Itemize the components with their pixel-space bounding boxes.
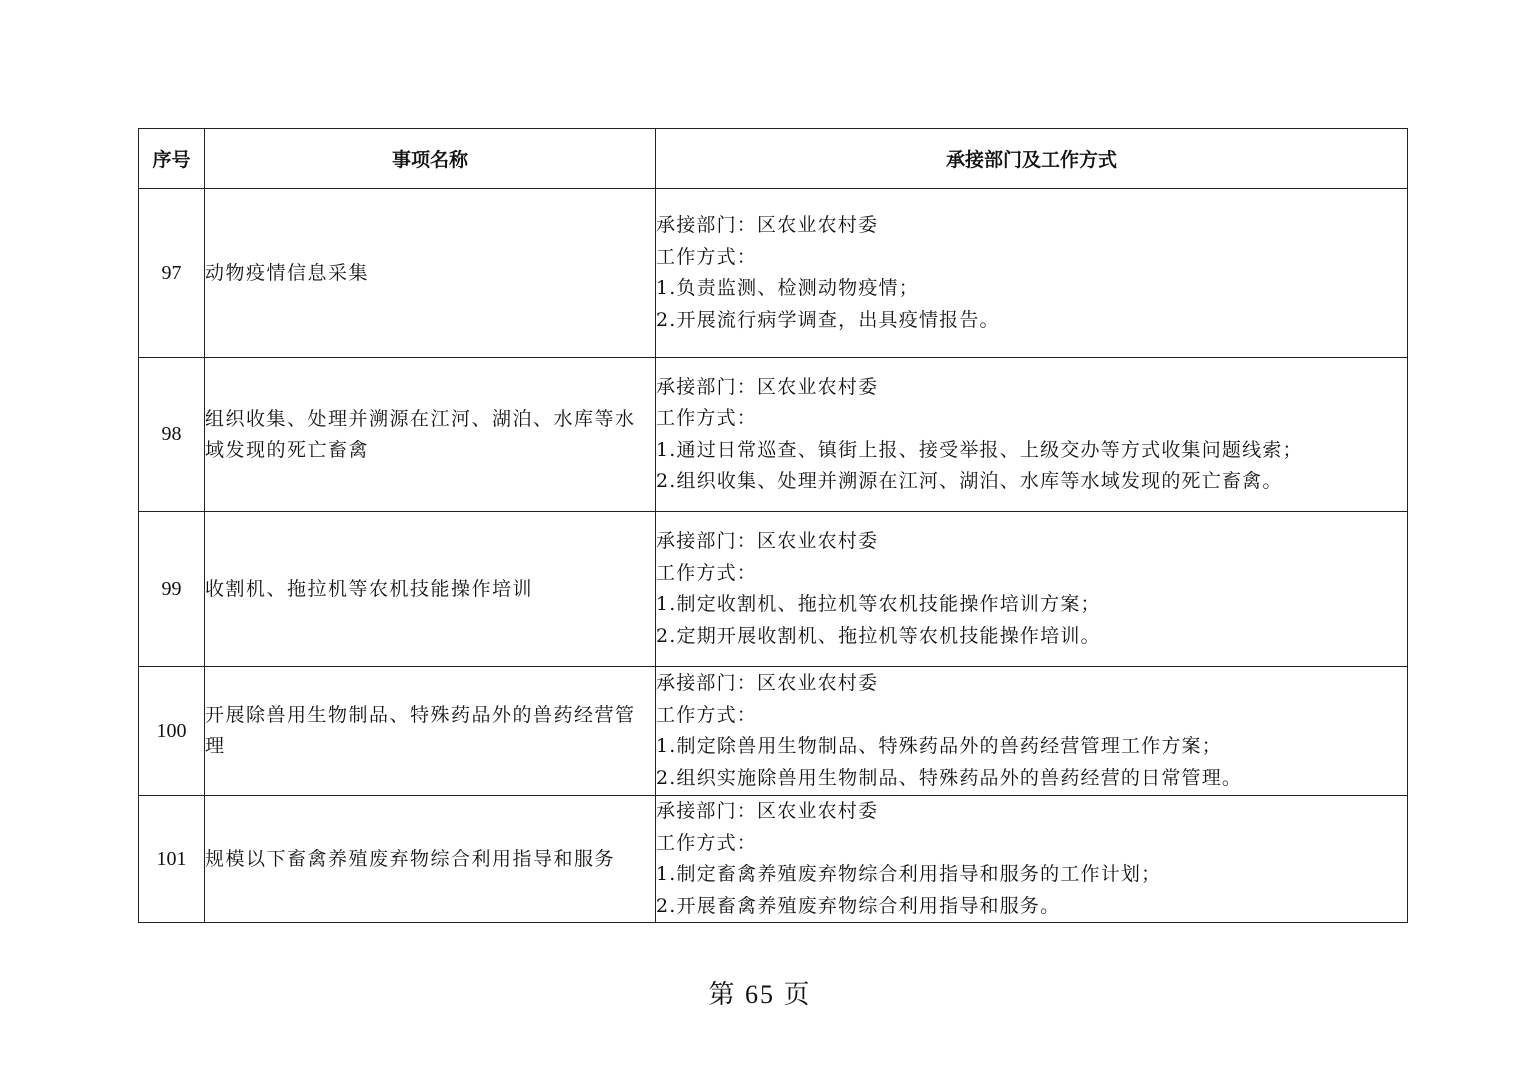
dept-line: 承接部门：区农业农村委 <box>656 530 879 552</box>
method-step: 2.开展畜禽养殖废弃物综合利用指导和服务。 <box>656 894 1061 917</box>
row-dept-method <box>656 358 1408 512</box>
method-step: 2.定期开展收割机、拖拉机等农机技能操作培训。 <box>656 624 1101 647</box>
row-seq: 100 <box>139 667 205 796</box>
row-dept-method <box>656 667 1408 796</box>
method-step: 2.开展流行病学调查，出具疫情报告。 <box>656 308 1000 331</box>
row-item-name: 规模以下畜禽养殖废弃物综合利用指导和服务 <box>205 796 656 923</box>
table-row <box>139 512 1408 667</box>
items-table <box>138 128 1408 923</box>
row-seq: 98 <box>139 358 205 512</box>
row-seq: 97 <box>139 189 205 358</box>
row-item-name: 组织收集、处理并溯源在江河、湖泊、水库等水域发现的死亡畜禽 <box>205 358 656 512</box>
page-number: 第 65 页 <box>708 980 812 1009</box>
method-step: 2.组织收集、处理并溯源在江河、湖泊、水库等水域发现的死亡畜禽。 <box>656 470 1283 492</box>
header-seq: 序号 <box>139 129 205 189</box>
header-dept: 承接部门及工作方式 <box>656 129 1408 189</box>
row-dept-method <box>656 512 1408 667</box>
method-label: 工作方式： <box>656 831 758 854</box>
table-row <box>139 796 1408 923</box>
method-label: 工作方式： <box>656 407 758 429</box>
table-header-row <box>139 129 1408 189</box>
row-seq: 101 <box>139 796 205 923</box>
method-label: 工作方式： <box>656 703 758 726</box>
dept-line: 承接部门：区农业农村委 <box>656 672 879 694</box>
header-name: 事项名称 <box>205 129 656 189</box>
method-label: 工作方式： <box>656 561 758 584</box>
method-step: 2.组织实施除兽用生物制品、特殊药品外的兽药经营的日常管理。 <box>656 766 1243 789</box>
method-step: 1.制定收割机、拖拉机等农机技能操作培训方案； <box>656 593 1101 615</box>
row-seq: 99 <box>139 512 205 667</box>
dept-line: 承接部门：区农业农村委 <box>656 214 879 236</box>
method-step: 1.通过日常巡查、镇街上报、接受举报、上级交办等方式收集问题线索； <box>656 438 1303 461</box>
dept-line: 承接部门：区农业农村委 <box>656 800 879 822</box>
row-item-name: 收割机、拖拉机等农机技能操作培训 <box>205 512 656 667</box>
row-item-name: 动物疫情信息采集 <box>205 189 656 358</box>
row-dept-method <box>656 796 1408 923</box>
row-item-name: 开展除兽用生物制品、特殊药品外的兽药经营管理 <box>205 667 656 796</box>
method-step: 1.负责监测、检测动物疫情； <box>656 277 919 299</box>
row-dept-method <box>656 189 1408 358</box>
method-step: 1.制定畜禽养殖废弃物综合利用指导和服务的工作计划； <box>656 863 1162 885</box>
table-row <box>139 358 1408 512</box>
table-row <box>139 667 1408 796</box>
method-step: 1.制定除兽用生物制品、特殊药品外的兽药经营管理工作方案； <box>656 735 1222 757</box>
method-label: 工作方式： <box>656 245 758 268</box>
dept-line: 承接部门：区农业农村委 <box>656 375 879 398</box>
table-row <box>139 189 1408 358</box>
